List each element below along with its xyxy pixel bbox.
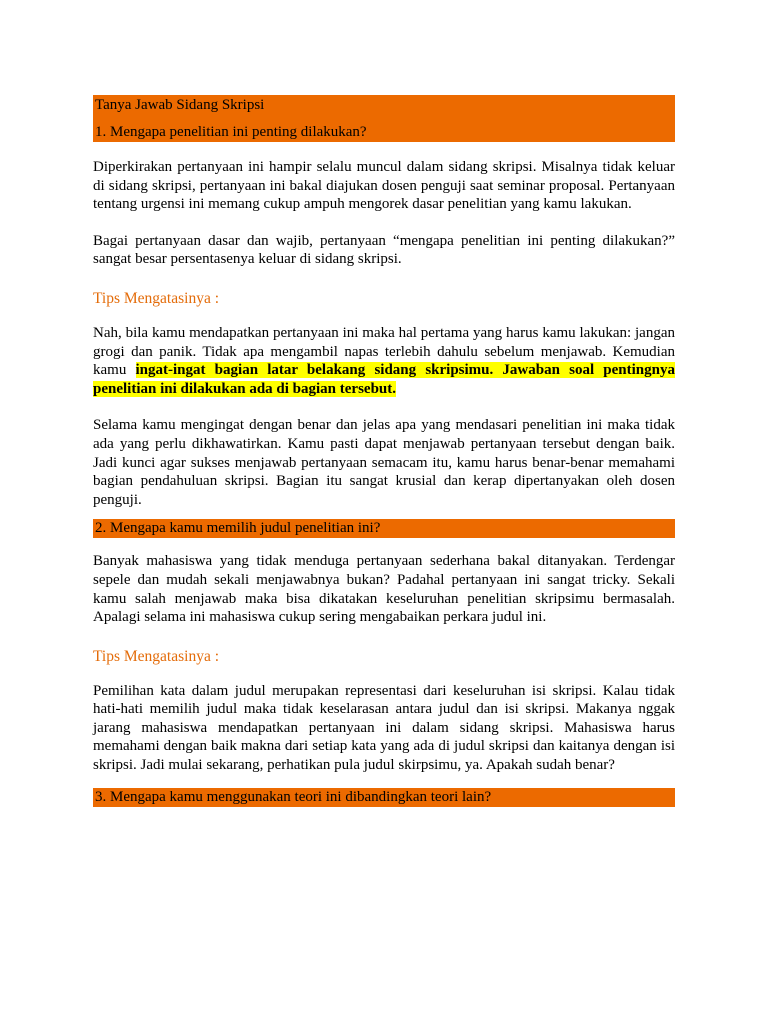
section-1-tips-heading: Tips Mengatasinya :: [93, 289, 220, 307]
section-1-paragraph-2: Bagai pertanyaan dasar dan wajib, pertanyaan “mengapa penelitian ini penting dilakukan?” sangat besar persentasenya keluar di sidang skripsi.: [93, 232, 675, 268]
tips-text-plain: Nah, bila kamu mendapatkan pertanyaan ini maka hal pertama yang harus kamu lakukan: jangan grogi dan panik. Tidak apa mengambil napas terlebih dahulu sebelum menjawab. Kemudian kamu: [93, 324, 675, 379]
question-1-heading: 1. Mengapa penelitian ini penting dilakukan?: [95, 124, 367, 140]
tips-text-highlighted: ingat-ingat bagian latar belakang sidang skripsimu. Jawaban soal pentingnya penelitian ini dilakukan ada di bagian tersebut.: [93, 362, 675, 397]
document-page: [93, 95, 675, 807]
section-2-tips-paragraph: Pemilihan kata dalam judul merupakan representasi dari keseluruhan isi skripsi. Kalau tidak hati-hati memilih judul maka tidak keselarasan antara judul dan isi skripsi. Makanya nggak jarang mahasiswa mendapatkan pertanyaan ini dalam sidang skripsi. Mahasiswa harus memahami dengan baik makna dari setiap kata yang ada di judul skripsi dan kaitanya dengan isi skripsi. Jadi mulai sekarang, perhatikan pula judul skirpsimu, ya. Apakah sudah benar?: [93, 682, 675, 774]
section-1-closing-paragraph: Selama kamu mengingat dengan benar dan jelas apa yang mendasari penelitian ini maka tidak ada yang perlu dikhawatirkan. Kamu pasti dapat menjawab pertanyaan tersebut dengan baik. Jadi kunci agar sukses menjawab pertanyaan semacam itu, kamu harus benar-benar memahami bagian pendahuluan skripsi. Bagian itu sangat krusial dan kerap dipertanyakan oleh dosen penguji.: [93, 417, 675, 508]
section-1-paragraph-1: Diperkirakan pertanyaan ini hampir selalu muncul dalam sidang skripsi. Misalnya tidak keluar di sidang skripsi, pertanyaan ini bakal diajukan dosen penguji saat seminar proposal. Pertanyaan tentang urgensi ini memang cukup ampuh mengorek dasar penelitian yang kamu lakukan.: [93, 159, 675, 213]
document-title: Tanya Jawab Sidang Skripsi: [95, 97, 265, 113]
section-2-paragraph: Banyak mahasiswa yang tidak menduga pertanyaan sederhana bakal ditanyakan. Terdengar sepele dan mudah sekali menjawabnya bukan? Padahal pertanyaan ini sangat tricky. Sekali kamu salah menjawab maka bisa dikatakan keseluruhan penelitian skripsimu bermasalah. Apalagi selama ini mahasiswa cukup sering mengabaikan perkara judul ini.: [93, 553, 675, 626]
section-1-tips-paragraph: [93, 324, 675, 398]
question-3-heading: 3. Mengapa kamu menggunakan teori ini dibandingkan teori lain?: [93, 788, 675, 807]
title-header-bar: [93, 95, 675, 142]
section-2-tips-heading: Tips Mengatasinya :: [93, 647, 220, 665]
question-2-heading: 2. Mengapa kamu memilih judul penelitian ini?: [93, 519, 675, 538]
